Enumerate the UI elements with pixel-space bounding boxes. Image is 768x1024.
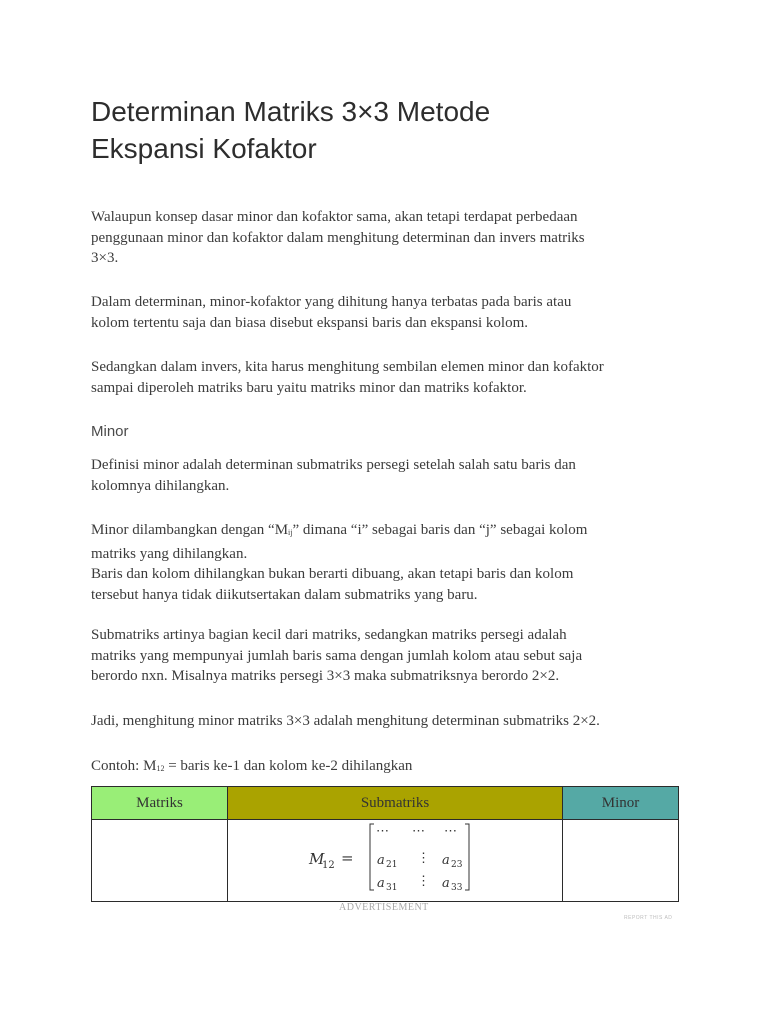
- matrix-entry-a: a: [442, 853, 450, 868]
- matrix-ellipsis: ⋯: [376, 824, 389, 839]
- equation-lhs-subscript: 12: [322, 860, 335, 871]
- table-row: [92, 820, 679, 902]
- matrix-entry-index: 33: [451, 883, 463, 893]
- page-title: [91, 93, 651, 167]
- paragraph-line: [91, 520, 681, 544]
- right-bracket: [465, 824, 469, 890]
- header-matriks: Matriks: [92, 787, 228, 820]
- matrix-vdots: ⋮: [417, 874, 430, 889]
- equation-lhs: M: [309, 850, 325, 868]
- paragraph-line: kolomnya dihilangkan.: [91, 477, 230, 494]
- paragraph-line: berordo nxn. Misalnya matriks persegi 3×3 maka submatriksnya berordo 2×2.: [91, 668, 560, 684]
- paragraph-submatrix: [91, 625, 681, 687]
- matrix-ellipsis: ⋯: [444, 824, 457, 839]
- advertisement-label: ADVERTISEMENT: [339, 902, 429, 913]
- paragraph-line: Jadi, menghitung minor matriks 3×3 adalah menghitung determinan submatriks 2×2.: [91, 713, 600, 729]
- notation-text-pre: Minor dilambangkan dengan “M: [91, 522, 289, 538]
- paragraph-conclusion: [91, 711, 681, 732]
- matrix-ellipsis: ⋯: [412, 824, 425, 839]
- cell-minor: [563, 820, 679, 902]
- example-subscript: 12: [156, 764, 165, 773]
- example-text-post: = baris ke-1 dan kolom ke-2 dihilangkan: [164, 758, 413, 774]
- notation-text-post: ” dimana “i” sebagai baris dan “j” sebagai kolom: [292, 522, 588, 538]
- matrix-entry-index: 21: [386, 860, 398, 870]
- title-line-2: Ekspansi Kofaktor: [91, 133, 317, 164]
- notation-subscript: ij: [288, 528, 293, 537]
- paragraph-line: kolom tertentu saja dan biasa disebut ekspansi baris dan ekspansi kolom.: [91, 314, 528, 331]
- paragraph-line: penggunaan minor dan kofaktor dalam menghitung determinan dan invers matriks: [91, 229, 585, 246]
- table-header-row: [92, 787, 679, 820]
- matrix-entry-a: a: [442, 876, 450, 891]
- paragraph-line: tersebut hanya tidak diikutsertakan dalam submatriks yang baru.: [91, 586, 478, 603]
- paragraph-minor-notation: [91, 520, 681, 605]
- paragraph-determinant: [91, 292, 681, 333]
- cell-submatriks: [228, 820, 563, 902]
- paragraph-line: Submatriks artinya bagian kecil dari matriks, sedangkan matriks persegi adalah: [91, 627, 567, 643]
- paragraph-line: Walaupun konsep dasar minor dan kofaktor sama, akan tetapi terdapat perbedaan: [91, 209, 578, 225]
- paragraph-intro: [91, 207, 681, 269]
- submatrix-equation: [228, 820, 562, 896]
- paragraph-example: [91, 756, 681, 780]
- left-bracket: [370, 824, 374, 890]
- title-line-1: Determinan Matriks 3×3 Metode: [91, 96, 491, 127]
- paragraph-line: sampai diperoleh matriks baru yaitu matriks minor dan matriks kofaktor.: [91, 379, 527, 396]
- paragraph-line: matriks yang mempunyai jumlah baris sama dengan jumlah kolom atau sebut saja: [91, 647, 583, 664]
- header-submatriks: Submatriks: [228, 787, 563, 820]
- paragraph-line: Sedangkan dalam invers, kita harus menghitung sembilan elemen minor dan kofaktor: [91, 359, 604, 375]
- paragraph-line: Definisi minor adalah determinan submatriks persegi setelah salah satu baris dan: [91, 457, 576, 473]
- paragraph-line: [91, 756, 681, 780]
- matrix-entry-a: a: [377, 853, 385, 868]
- report-ad-link[interactable]: REPORT THIS AD: [624, 915, 673, 921]
- matrix-entry-index: 31: [386, 883, 398, 893]
- matrix-vdots: ⋮: [417, 851, 430, 866]
- paragraph-line: Dalam determinan, minor-kofaktor yang dihitung hanya terbatas pada baris atau: [91, 294, 572, 310]
- paragraph-line: 3×3.: [91, 250, 119, 266]
- paragraph-minor-definition: [91, 455, 681, 496]
- equation-equals: =: [341, 849, 354, 867]
- header-minor: Minor: [563, 787, 679, 820]
- matrix-entry-a: a: [377, 876, 385, 891]
- paragraph-line: Baris dan kolom dihilangkan bukan berarti dibuang, akan tetapi baris dan kolom: [91, 566, 574, 582]
- example-text-pre: Contoh: M: [91, 758, 157, 774]
- minor-example-table: [91, 786, 679, 902]
- section-heading-minor: Minor: [91, 423, 129, 440]
- paragraph-line: matriks yang dihilangkan.: [91, 545, 248, 562]
- paragraph-inverse: [91, 357, 681, 398]
- cell-matriks: [92, 820, 228, 902]
- matrix-entry-index: 23: [451, 860, 463, 870]
